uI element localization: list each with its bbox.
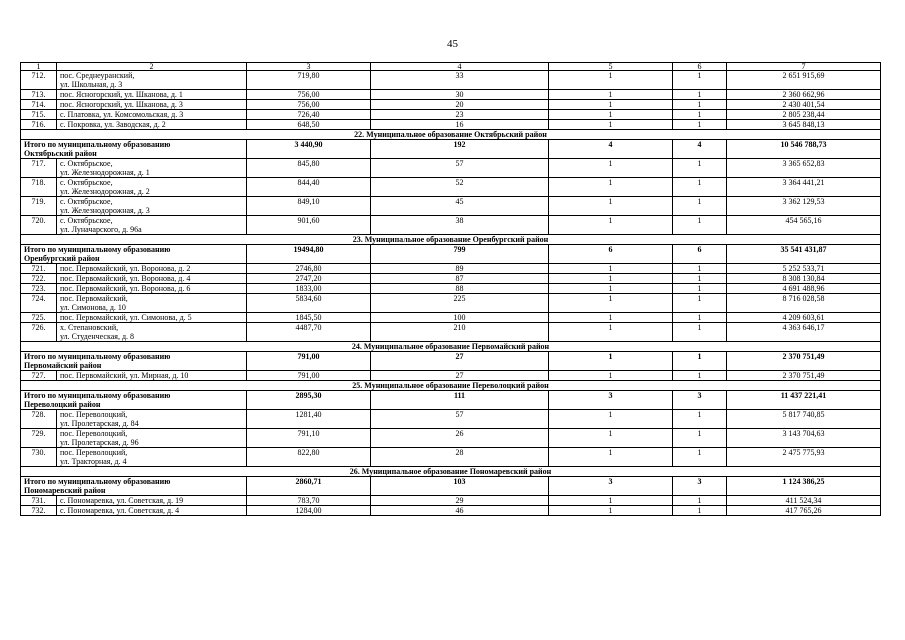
row-number: 722. [21, 274, 57, 284]
row-houses: 1 [549, 197, 673, 216]
cell-line: Октябрьский район [24, 149, 97, 158]
cell-line: пос. Первомайский, ул. Воронова, д. 4 [60, 274, 191, 283]
row-count: 1 [673, 448, 727, 467]
section-row [21, 130, 881, 140]
row-number: 723. [21, 284, 57, 294]
column-header: 2 [57, 63, 247, 71]
total-houses: 3 [549, 477, 673, 496]
row-residents: 20 [371, 100, 549, 110]
total-label [21, 391, 247, 410]
total-residents: 192 [371, 140, 549, 159]
row-count: 1 [673, 429, 727, 448]
cell-line: с. Октябрьское, [60, 159, 113, 168]
row-houses: 1 [549, 313, 673, 323]
row-address [57, 264, 247, 274]
row-amount: 2 370 751,49 [727, 371, 881, 381]
row-number: 717. [21, 159, 57, 178]
cell-line: х. Степановский, [60, 323, 119, 332]
row-count: 1 [673, 371, 727, 381]
row-count: 1 [673, 100, 727, 110]
cell-line: Итого по муниципальному образованию [24, 245, 171, 254]
row-area: 2747,20 [247, 274, 371, 284]
cell-line: с. Платовка, ул. Комсомольская, д. 3 [60, 110, 184, 119]
row-area: 5834,60 [247, 294, 371, 313]
cell-line: ул. Тракторная, д. 4 [60, 457, 127, 466]
row-houses: 1 [549, 264, 673, 274]
table-row [21, 100, 881, 110]
total-row [21, 477, 881, 496]
cell-line: с. Октябрьское, [60, 216, 113, 225]
column-header: 5 [549, 63, 673, 71]
total-count: 3 [673, 477, 727, 496]
row-number: 715. [21, 110, 57, 120]
row-houses: 1 [549, 71, 673, 90]
row-area: 1281,40 [247, 410, 371, 429]
cell-line: Итого по муниципальному образованию [24, 477, 171, 486]
row-address [57, 120, 247, 130]
row-count: 1 [673, 71, 727, 90]
row-area: 2746,80 [247, 264, 371, 274]
table-row [21, 410, 881, 429]
row-area: 822,80 [247, 448, 371, 467]
row-count: 1 [673, 159, 727, 178]
cell-line: пос. Первомайский, ул. Воронова, д. 6 [60, 284, 191, 293]
total-row [21, 245, 881, 264]
row-residents: 210 [371, 323, 549, 342]
row-amount: 3 365 652,83 [727, 159, 881, 178]
column-header: 7 [727, 63, 881, 71]
cell-line: с. Пономаревка, ул. Советская, д. 4 [60, 506, 180, 515]
row-number: 724. [21, 294, 57, 313]
row-number: 725. [21, 313, 57, 323]
row-address [57, 506, 247, 516]
row-houses: 1 [549, 90, 673, 100]
row-area: 1845,50 [247, 313, 371, 323]
cell-line: Переволоцкий район [24, 400, 101, 409]
row-count: 1 [673, 410, 727, 429]
table-row [21, 284, 881, 294]
row-amount: 411 524,34 [727, 496, 881, 506]
cell-line: Оренбургский район [24, 254, 100, 263]
row-residents: 29 [371, 496, 549, 506]
row-number: 716. [21, 120, 57, 130]
cell-line: с. Октябрьское, [60, 178, 113, 187]
section-title: 23. Муниципальное образование Оренбургский район [21, 235, 881, 245]
row-number: 728. [21, 410, 57, 429]
total-count: 6 [673, 245, 727, 264]
column-header: 4 [371, 63, 549, 71]
row-number: 727. [21, 371, 57, 381]
row-area: 1284,00 [247, 506, 371, 516]
cell-line: пос. Переволоцкий, [60, 429, 128, 438]
total-area: 3 440,90 [247, 140, 371, 159]
row-residents: 52 [371, 178, 549, 197]
row-amount: 3 645 848,13 [727, 120, 881, 130]
row-amount: 2 475 775,93 [727, 448, 881, 467]
table-row [21, 448, 881, 467]
row-count: 1 [673, 496, 727, 506]
row-address [57, 197, 247, 216]
row-count: 1 [673, 284, 727, 294]
row-residents: 100 [371, 313, 549, 323]
row-number: 719. [21, 197, 57, 216]
cell-line: пос. Первомайский, ул. Мирная, д. 10 [60, 371, 189, 380]
table-row [21, 159, 881, 178]
row-count: 1 [673, 178, 727, 197]
row-amount: 3 364 441,21 [727, 178, 881, 197]
total-residents: 103 [371, 477, 549, 496]
cell-line: ул. Железнодорожная, д. 2 [60, 187, 150, 196]
table-row [21, 71, 881, 90]
total-row [21, 140, 881, 159]
row-count: 1 [673, 506, 727, 516]
total-area: 2860,71 [247, 477, 371, 496]
row-area: 719,80 [247, 71, 371, 90]
row-number: 713. [21, 90, 57, 100]
cell-line: Итого по муниципальному образованию [24, 391, 171, 400]
table-row [21, 371, 881, 381]
row-amount: 4 691 488,96 [727, 284, 881, 294]
cell-line: с. Покровка, ул. Заводская, д. 2 [60, 120, 166, 129]
row-count: 1 [673, 274, 727, 284]
cell-line: пос. Первомайский, ул. Воронова, д. 2 [60, 264, 191, 273]
row-houses: 1 [549, 284, 673, 294]
table-row [21, 216, 881, 235]
row-amount: 3 143 704,63 [727, 429, 881, 448]
header-row [21, 63, 881, 71]
row-count: 1 [673, 313, 727, 323]
row-number: 720. [21, 216, 57, 235]
row-residents: 33 [371, 71, 549, 90]
total-residents: 799 [371, 245, 549, 264]
total-label [21, 352, 247, 371]
total-row [21, 391, 881, 410]
cell-line: пос. Переволоцкий, [60, 448, 128, 457]
row-area: 648,50 [247, 120, 371, 130]
row-amount: 5 252 533,71 [727, 264, 881, 274]
row-number: 731. [21, 496, 57, 506]
cell-line: пос. Первомайский, [60, 294, 128, 303]
table-row [21, 90, 881, 100]
section-row [21, 235, 881, 245]
row-houses: 1 [549, 371, 673, 381]
row-amount: 3 362 129,53 [727, 197, 881, 216]
row-area: 1833,00 [247, 284, 371, 294]
row-residents: 38 [371, 216, 549, 235]
table-row [21, 110, 881, 120]
row-number: 718. [21, 178, 57, 197]
row-houses: 1 [549, 323, 673, 342]
row-amount: 454 565,16 [727, 216, 881, 235]
cell-line: Итого по муниципальному образованию [24, 140, 171, 149]
row-area: 845,80 [247, 159, 371, 178]
table-row [21, 496, 881, 506]
total-row [21, 352, 881, 371]
row-residents: 88 [371, 284, 549, 294]
row-address [57, 216, 247, 235]
row-address [57, 371, 247, 381]
row-amount: 417 765,26 [727, 506, 881, 516]
section-title: 22. Муниципальное образование Октябрьский район [21, 130, 881, 140]
row-area: 844,40 [247, 178, 371, 197]
row-area: 783,70 [247, 496, 371, 506]
row-houses: 1 [549, 110, 673, 120]
cell-line: ул. Железнодорожная, д. 1 [60, 168, 150, 177]
row-area: 849,10 [247, 197, 371, 216]
cell-line: ул. Симонова, д. 10 [60, 303, 126, 312]
row-residents: 27 [371, 371, 549, 381]
cell-line: Пономаревский район [24, 486, 106, 495]
total-amount: 2 370 751,49 [727, 352, 881, 371]
row-residents: 46 [371, 506, 549, 516]
row-number: 714. [21, 100, 57, 110]
row-amount: 5 817 740,85 [727, 410, 881, 429]
total-area: 19494,80 [247, 245, 371, 264]
row-count: 1 [673, 323, 727, 342]
row-residents: 23 [371, 110, 549, 120]
table-row [21, 197, 881, 216]
row-amount: 2 651 915,69 [727, 71, 881, 90]
total-area: 2895,30 [247, 391, 371, 410]
total-amount: 1 124 386,25 [727, 477, 881, 496]
row-area: 791,00 [247, 371, 371, 381]
cell-line: Первомайский район [24, 361, 102, 370]
total-label [21, 245, 247, 264]
row-address [57, 100, 247, 110]
row-number: 732. [21, 506, 57, 516]
cell-line: ул. Школьная, д. 3 [60, 80, 123, 89]
row-address [57, 410, 247, 429]
cell-line: с. Пономаревка, ул. Советская, д. 19 [60, 496, 184, 505]
total-houses: 1 [549, 352, 673, 371]
cell-line: ул. Студенческая, д. 8 [60, 332, 135, 341]
row-residents: 57 [371, 159, 549, 178]
row-area: 726,40 [247, 110, 371, 120]
row-amount: 4 209 603,61 [727, 313, 881, 323]
total-residents: 27 [371, 352, 549, 371]
row-address [57, 71, 247, 90]
column-header: 1 [21, 63, 57, 71]
row-residents: 225 [371, 294, 549, 313]
row-number: 730. [21, 448, 57, 467]
row-residents: 57 [371, 410, 549, 429]
row-address [57, 274, 247, 284]
cell-line: пос. Переволоцкий, [60, 410, 128, 419]
row-area: 756,00 [247, 100, 371, 110]
row-count: 1 [673, 264, 727, 274]
total-houses: 3 [549, 391, 673, 410]
total-amount: 35 541 431,87 [727, 245, 881, 264]
row-address [57, 496, 247, 506]
section-title: 24. Муниципальное образование Первомайский район [21, 342, 881, 352]
row-area: 901,60 [247, 216, 371, 235]
row-count: 1 [673, 294, 727, 313]
row-number: 712. [21, 71, 57, 90]
row-count: 1 [673, 216, 727, 235]
row-address [57, 159, 247, 178]
total-label [21, 477, 247, 496]
row-houses: 1 [549, 429, 673, 448]
row-number: 721. [21, 264, 57, 274]
cell-line: ул. Железнодорожная, д. 3 [60, 206, 150, 215]
row-houses: 1 [549, 274, 673, 284]
row-address [57, 294, 247, 313]
table-row [21, 264, 881, 274]
row-address [57, 323, 247, 342]
cell-line: ул. Пролетарская, д. 96 [60, 438, 139, 447]
row-address [57, 313, 247, 323]
total-amount: 11 437 221,41 [727, 391, 881, 410]
row-address [57, 110, 247, 120]
table-row [21, 274, 881, 284]
table-row [21, 323, 881, 342]
total-count: 4 [673, 140, 727, 159]
row-residents: 30 [371, 90, 549, 100]
table-row [21, 294, 881, 313]
total-area: 791,00 [247, 352, 371, 371]
total-amount: 10 546 788,73 [727, 140, 881, 159]
row-count: 1 [673, 110, 727, 120]
row-houses: 1 [549, 120, 673, 130]
row-houses: 1 [549, 100, 673, 110]
row-residents: 45 [371, 197, 549, 216]
row-count: 1 [673, 197, 727, 216]
table-row [21, 178, 881, 197]
row-houses: 1 [549, 159, 673, 178]
cell-line: пос. Ясногорский, ул. Шканова, д. 1 [60, 90, 183, 99]
column-header: 6 [673, 63, 727, 71]
section-title: 26. Муниципальное образование Пономаревский район [21, 467, 881, 477]
row-address [57, 178, 247, 197]
cell-line: с. Октябрьское, [60, 197, 113, 206]
row-houses: 1 [549, 448, 673, 467]
row-houses: 1 [549, 294, 673, 313]
housing-table [20, 62, 881, 516]
row-residents: 28 [371, 448, 549, 467]
row-houses: 1 [549, 216, 673, 235]
row-residents: 89 [371, 264, 549, 274]
row-count: 1 [673, 90, 727, 100]
row-amount: 2 805 238,44 [727, 110, 881, 120]
cell-line: Итого по муниципальному образованию [24, 352, 171, 361]
row-area: 4487,70 [247, 323, 371, 342]
cell-line: ул. Пролетарская, д. 84 [60, 419, 139, 428]
column-header: 3 [247, 63, 371, 71]
row-number: 729. [21, 429, 57, 448]
row-amount: 8 308 130,84 [727, 274, 881, 284]
table-row [21, 120, 881, 130]
row-houses: 1 [549, 496, 673, 506]
total-label [21, 140, 247, 159]
cell-line: пос. Среднеуранский, [60, 71, 135, 80]
row-address [57, 448, 247, 467]
page-number: 45 [447, 38, 458, 50]
section-row [21, 342, 881, 352]
row-address [57, 429, 247, 448]
row-number: 726. [21, 323, 57, 342]
total-houses: 6 [549, 245, 673, 264]
table-row [21, 506, 881, 516]
row-residents: 26 [371, 429, 549, 448]
section-row [21, 381, 881, 391]
table-row [21, 429, 881, 448]
cell-line: пос. Первомайский, ул. Симонова, д. 5 [60, 313, 192, 322]
row-houses: 1 [549, 410, 673, 429]
row-area: 791,10 [247, 429, 371, 448]
cell-line: пос. Ясногорский, ул. Шканова, д. 3 [60, 100, 183, 109]
row-houses: 1 [549, 178, 673, 197]
total-count: 3 [673, 391, 727, 410]
section-title: 25. Муниципальное образование Переволоцкий район [21, 381, 881, 391]
total-houses: 4 [549, 140, 673, 159]
row-address [57, 284, 247, 294]
total-count: 1 [673, 352, 727, 371]
row-amount: 2 360 662,96 [727, 90, 881, 100]
cell-line: ул. Луначарского, д. 96а [60, 225, 142, 234]
row-count: 1 [673, 120, 727, 130]
table-row [21, 313, 881, 323]
total-residents: 111 [371, 391, 549, 410]
row-area: 756,00 [247, 90, 371, 100]
row-amount: 2 430 401,54 [727, 100, 881, 110]
row-residents: 16 [371, 120, 549, 130]
row-residents: 87 [371, 274, 549, 284]
section-row [21, 467, 881, 477]
row-amount: 4 363 646,17 [727, 323, 881, 342]
row-amount: 8 716 028,58 [727, 294, 881, 313]
row-address [57, 90, 247, 100]
row-houses: 1 [549, 506, 673, 516]
